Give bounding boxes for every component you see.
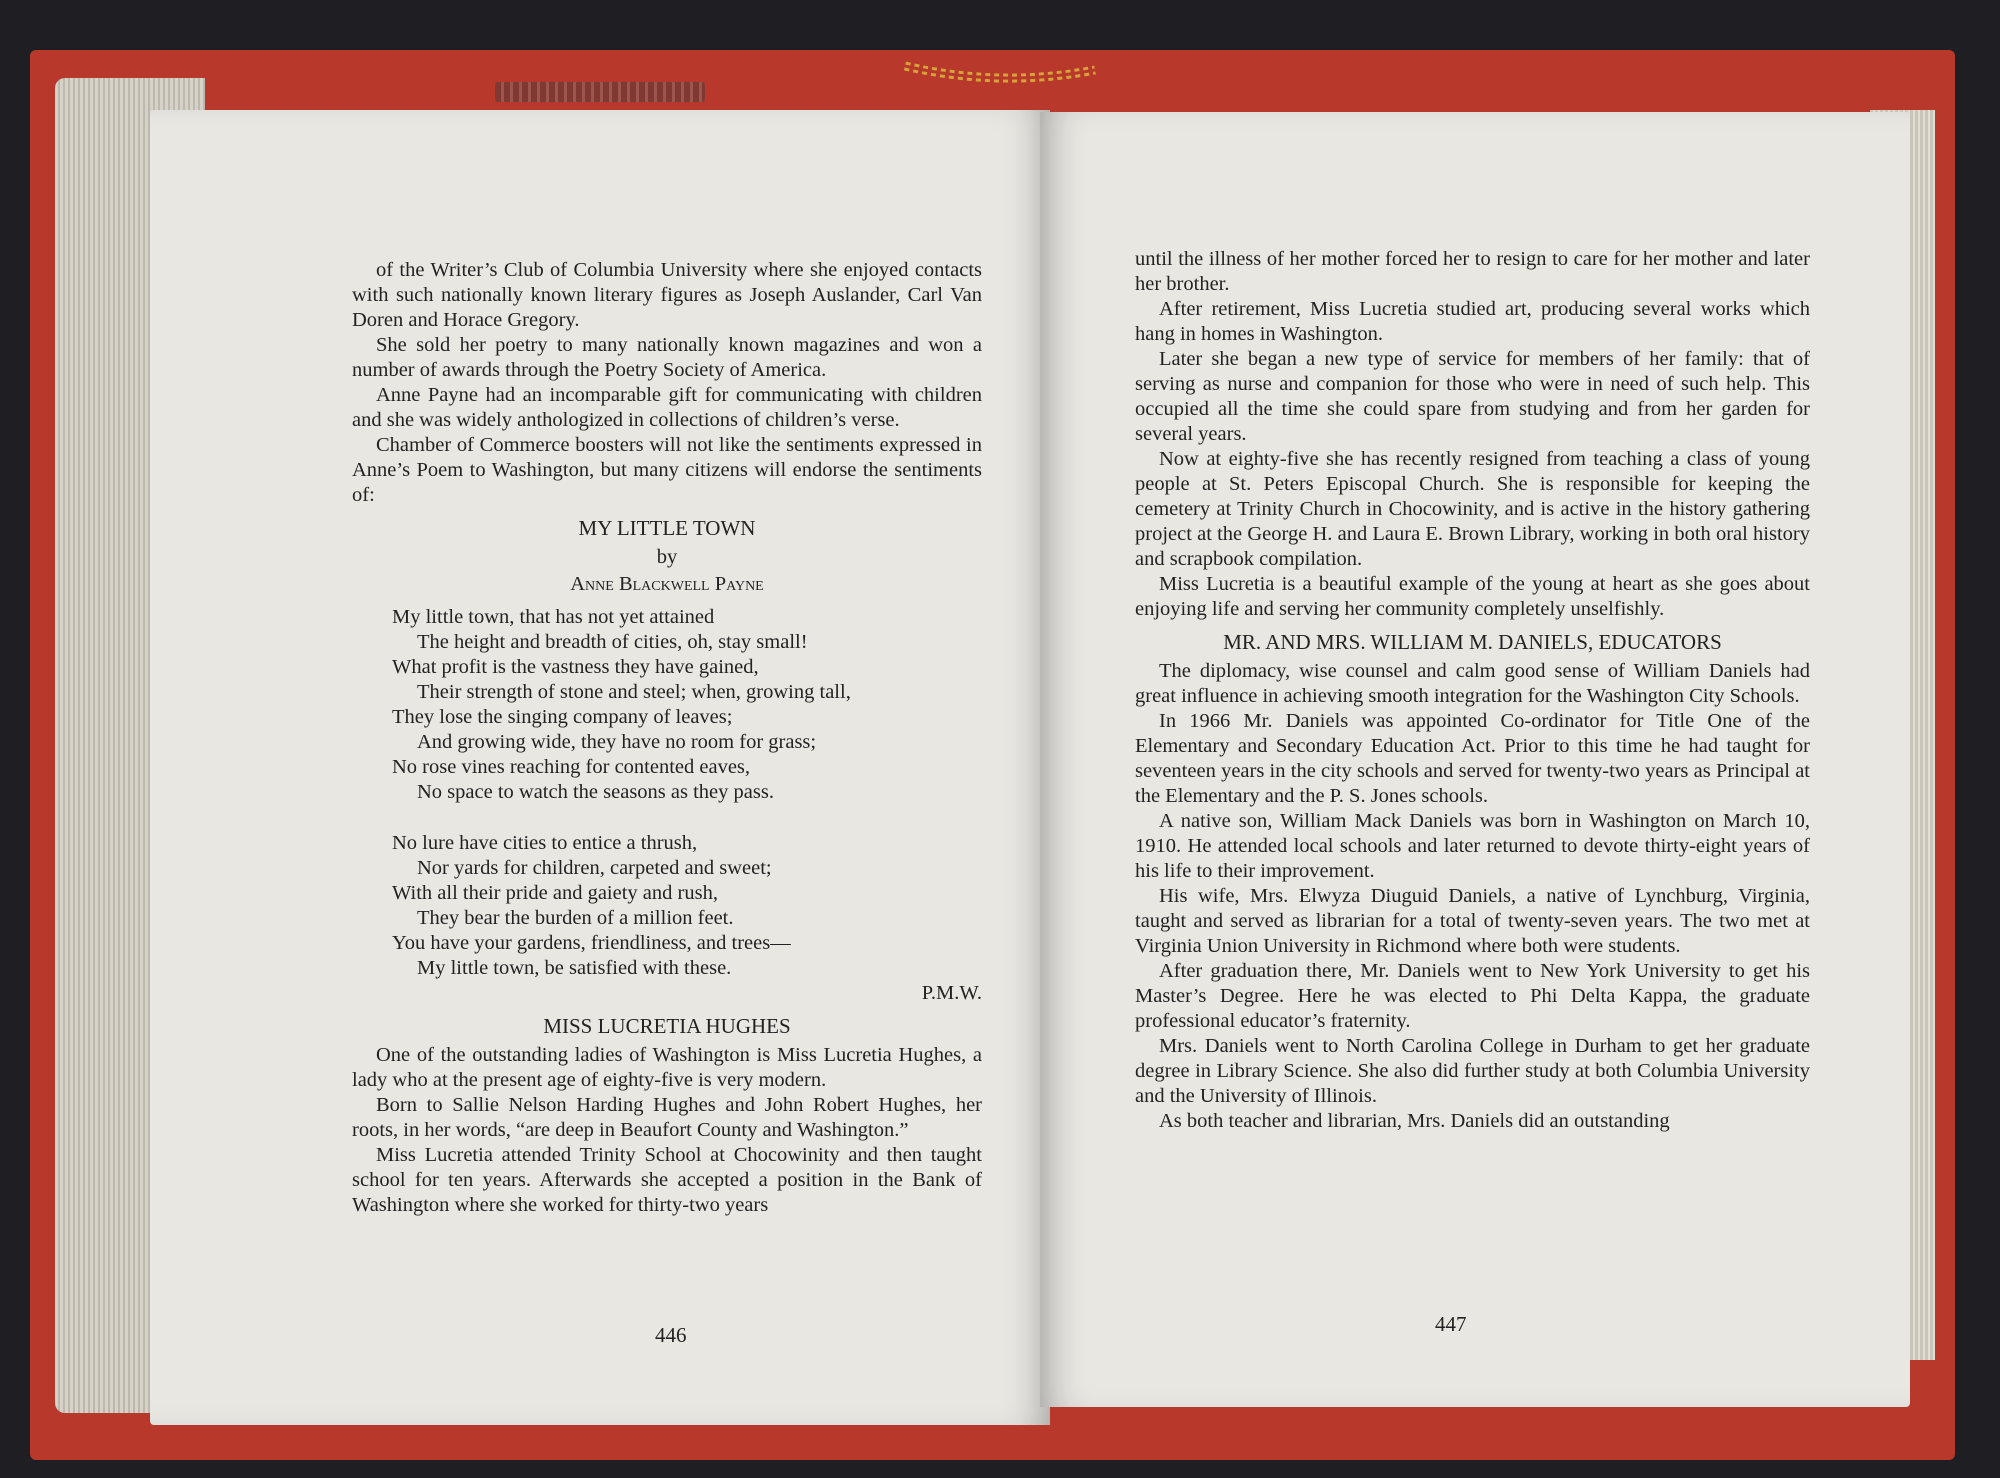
page-number: 447 xyxy=(1435,1312,1467,1336)
right-page xyxy=(1040,112,1910,1407)
section-title: MISS LUCRETIA HUGHES xyxy=(543,1014,791,1038)
paragraph: In 1966 Mr. Daniels was appointed Co-ordinator for Title One of the Elementary and Secondary Education Act. Prior to this time he had taught for seventeen years in the city schools and served for twenty-two years as Principal at the Elementary and the P. S. Jones schools. xyxy=(1135,710,1810,807)
paragraph: Chamber of Commerce boosters will not like the sentiments expressed in Anne’s Poem to Washington, but many citizens will endorse the sentiments of: xyxy=(352,434,982,506)
paragraph: She sold her poetry to many nationally known magazines and won a number of awards through the Poetry Society of America. xyxy=(352,334,982,381)
poem-line: You have your gardens, friendliness, and trees— xyxy=(392,932,791,954)
poem-line: What profit is the vastness they have gained, xyxy=(392,656,759,678)
poem-initials: P.M.W. xyxy=(921,982,982,1004)
paragraph: One of the outstanding ladies of Washington is Miss Lucretia Hughes, a lady who at the present age of eighty-five is very modern. xyxy=(352,1044,982,1091)
paragraph: until the illness of her mother forced her to resign to care for her mother and later her brother. xyxy=(1135,248,1810,295)
poem-stanza-1 xyxy=(392,605,982,805)
page-number: 446 xyxy=(655,1323,687,1347)
left-page-text xyxy=(352,258,982,1218)
paragraph: Now at eighty-five she has recently resigned from teaching a class of young people at St. Peters Episcopal Church. She is responsible for keeping the cemetery at Trinity Church in Chocowinity, and is active in the history gathering project at the George H. and Laura E. Brown Library, working in both oral history and scrapbook compilation. xyxy=(1135,448,1810,570)
left-page xyxy=(150,110,1050,1425)
poem-line: And growing wide, they have no room for grass; xyxy=(417,731,817,753)
spine-stamp xyxy=(495,82,705,102)
paragraph: Mrs. Daniels went to North Carolina College in Durham to get her graduate degree in Library Science. She also did further study at both Columbia University and the University of Illinois. xyxy=(1135,1035,1810,1107)
poem-line: They bear the burden of a million feet. xyxy=(417,907,734,929)
poem-line: My little town, be satisfied with these. xyxy=(417,957,732,979)
section-title: MR. AND MRS. WILLIAM M. DANIELS, EDUCATORS xyxy=(1223,630,1722,654)
paragraph: Anne Payne had an incomparable gift for communicating with children and she was widely anthologized in collections of children’s verse. xyxy=(352,384,982,431)
poem-line: No space to watch the seasons as they pass. xyxy=(417,781,774,803)
poem-line: The height and breadth of cities, oh, stay small! xyxy=(417,631,808,653)
poem-title: MY LITTLE TOWN xyxy=(578,516,756,540)
poem-line: No rose vines reaching for contented eaves, xyxy=(392,756,751,778)
paragraph: of the Writer’s Club of Columbia University where she enjoyed contacts with such nationally known literary figures as Joseph Auslander, Carl Van Doren and Horace Gregory. xyxy=(352,259,982,331)
poem-stanza-2 xyxy=(392,831,982,981)
poem-by: by xyxy=(656,546,678,568)
paragraph: Miss Lucretia attended Trinity School at Chocowinity and then taught school for ten years. Afterwards she accepted a position in the Bank of Washington where she worked for thirty-two years xyxy=(352,1144,982,1216)
paragraph: After retirement, Miss Lucretia studied art, producing several works which hang in homes in Washington. xyxy=(1135,298,1810,345)
paragraph: Born to Sallie Nelson Harding Hughes and John Robert Hughes, her roots, in her words, “are deep in Beaufort County and Washington.” xyxy=(352,1094,982,1141)
right-page-text xyxy=(1135,247,1810,1134)
poem-line: Their strength of stone and steel; when, growing tall, xyxy=(417,681,851,703)
poem-line: They lose the singing company of leaves; xyxy=(392,706,733,728)
poem-line: No lure have cities to entice a thrush, xyxy=(392,832,698,854)
paragraph: His wife, Mrs. Elwyza Diuguid Daniels, a native of Lynchburg, Virginia, taught and served as librarian for a total of twenty-seven years. The two met at Virginia Union University in Richmond where both were students. xyxy=(1135,885,1810,957)
paragraph: A native son, William Mack Daniels was born in Washington on March 10, 1910. He attended local schools and later returned to devote thirty-eight years of his life to their improvement. xyxy=(1135,810,1810,882)
paragraph: Later she began a new type of service for members of her family: that of serving as nurse and companion for those who were in need of such help. This occupied all the time she could spare from studying and from her garden for several years. xyxy=(1135,348,1810,445)
ribbon-bookmark xyxy=(900,58,1100,98)
poem-line: With all their pride and gaiety and rush, xyxy=(392,882,718,904)
paragraph: Miss Lucretia is a beautiful example of the young at heart as she goes about enjoying life and serving her community completely unselfishly. xyxy=(1135,573,1810,620)
paragraph: The diplomacy, wise counsel and calm good sense of William Daniels had great influence in achieving smooth integration for the Washington City Schools. xyxy=(1135,660,1810,707)
poem-line: My little town, that has not yet attained xyxy=(392,606,715,628)
paragraph: As both teacher and librarian, Mrs. Daniels did an outstanding xyxy=(1159,1110,1670,1132)
poem-line: Nor yards for children, carpeted and sweet; xyxy=(417,857,772,879)
paragraph: After graduation there, Mr. Daniels went to New York University to get his Master’s Degree. Here he was elected to Phi Delta Kappa, the graduate professional educator’s fraternity. xyxy=(1135,960,1810,1032)
poem-author: Anne Blackwell Payne xyxy=(570,573,764,595)
